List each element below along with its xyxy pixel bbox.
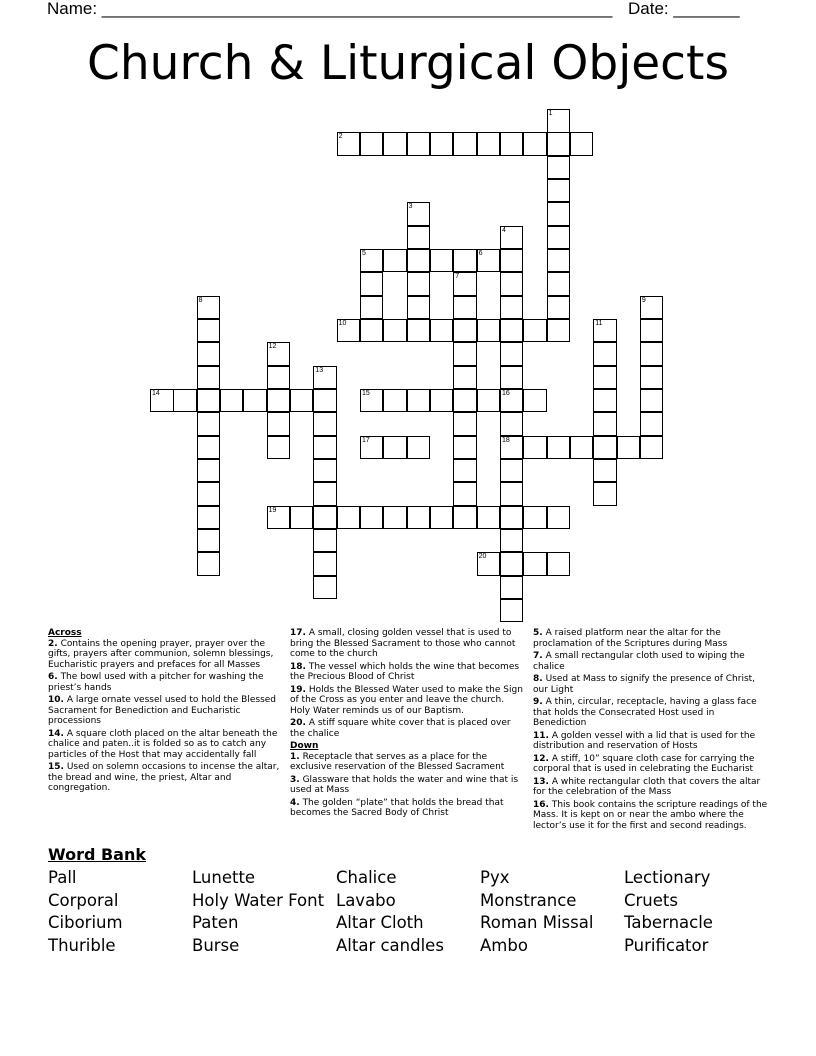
crossword-cell[interactable] — [267, 412, 291, 436]
page-title: Church & Liturgical Objects — [87, 36, 729, 91]
crossword-cell[interactable] — [500, 366, 524, 390]
crossword-cell[interactable] — [640, 319, 664, 343]
crossword-cell[interactable] — [313, 552, 337, 576]
name-field[interactable]: Name: ______________________________________________________ — [47, 0, 613, 18]
crossword-cell[interactable] — [477, 389, 501, 413]
crossword-cell[interactable] — [197, 319, 221, 343]
word-bank-item: Ciborium — [48, 913, 123, 933]
crossword-cell[interactable] — [360, 506, 384, 530]
crossword-cell[interactable] — [360, 272, 384, 296]
clue-down-11: 11. A golden vessel with a lid that is used for the distribution and reservation of Hosts — [533, 730, 756, 751]
crossword-cell[interactable] — [407, 226, 431, 250]
word-bank-item: Lavabo — [336, 890, 396, 910]
word-bank-column-1 — [48, 867, 123, 958]
crossword-cell[interactable] — [640, 412, 664, 436]
crossword-cell[interactable] — [547, 319, 571, 343]
crossword-cell[interactable] — [197, 506, 221, 530]
crossword-cell[interactable] — [477, 319, 501, 343]
crossword-cell[interactable] — [197, 529, 221, 553]
crossword-cell[interactable] — [500, 249, 524, 273]
crossword-cell[interactable] — [593, 482, 617, 506]
crossword-cell[interactable] — [453, 319, 477, 343]
clue-number: 11 — [595, 319, 603, 327]
crossword-cell[interactable] — [383, 389, 407, 413]
crossword-cell[interactable] — [243, 389, 267, 413]
clue-number: 7 — [455, 273, 460, 281]
clue-number: 13 — [315, 366, 324, 374]
clue-across-6: 6. The bowl used with a pitcher for washing the priest’s hands — [48, 672, 264, 693]
crossword-cell[interactable] — [383, 249, 407, 273]
crossword-cell[interactable] — [500, 412, 524, 436]
crossword-cell[interactable] — [477, 132, 501, 156]
crossword-cell[interactable] — [313, 529, 337, 553]
crossword-cell[interactable] — [500, 319, 524, 343]
word-bank-column-5 — [624, 867, 713, 958]
clue-number: 8 — [198, 296, 203, 304]
word-bank-item: Thurible — [48, 936, 116, 956]
clue-number: 15 — [361, 389, 370, 397]
word-bank-item: Paten — [192, 913, 239, 933]
clue-across-2: 2. Contains the opening prayer, prayer over the gifts, prayers after communion, solemn blessings, Eucharistic prayers and prefaces for all Masses — [48, 638, 274, 670]
crossword-cell[interactable] — [640, 366, 664, 390]
crossword-cell[interactable] — [197, 436, 221, 460]
crossword-cell[interactable] — [407, 249, 431, 273]
crossword-cell[interactable] — [547, 272, 571, 296]
crossword-cell[interactable] — [313, 412, 337, 436]
crossword-cell[interactable] — [593, 389, 617, 413]
clues-column-1 — [48, 628, 284, 796]
word-bank-item: Altar Cloth — [336, 913, 424, 933]
crossword-cell[interactable] — [500, 459, 524, 483]
crossword-cell[interactable] — [453, 249, 477, 273]
crossword-cell[interactable] — [617, 436, 641, 460]
clue-number: 2 — [338, 133, 343, 141]
crossword-cell[interactable] — [313, 436, 337, 460]
crossword-cell[interactable] — [173, 389, 197, 413]
clue-across-17: 17. A small, closing golden vessel that is used to bring the Blessed Sacrament to those who cannot come to the church — [290, 628, 516, 659]
clue-number: 17 — [361, 436, 370, 444]
crossword-cell[interactable] — [430, 319, 454, 343]
across-heading: Across — [48, 628, 82, 638]
crossword-cell[interactable] — [593, 412, 617, 436]
crossword-cell[interactable] — [407, 296, 431, 320]
date-field[interactable]: Date: _______ — [628, 0, 740, 18]
crossword-cell[interactable] — [500, 529, 524, 553]
clue-down-8: 8. Used at Mass to signify the presence of Christ, our Light — [533, 674, 756, 695]
word-bank-item: Lectionary — [624, 868, 711, 887]
clue-across-20: 20. A stiff square white cover that is placed over the chalice — [290, 718, 511, 739]
crossword-cell[interactable] — [453, 506, 477, 530]
crossword-cell[interactable] — [500, 342, 524, 366]
clue-number: 16 — [501, 389, 510, 397]
crossword-cell[interactable] — [523, 506, 547, 530]
crossword-cell[interactable] — [547, 202, 571, 226]
clue-across-19: 19. Holds the Blessed Water used to make the Sign of the Cross as you enter and leave the church. Holy Water reminds us of our Baptism. — [290, 684, 523, 716]
crossword-cell[interactable] — [500, 576, 524, 600]
clues-column-2 — [290, 628, 526, 821]
word-bank-item: Ambo — [480, 936, 528, 956]
word-bank-item: Burse — [192, 936, 240, 956]
crossword-cell[interactable] — [640, 436, 664, 460]
word-bank-column-2 — [192, 867, 324, 958]
clue-number: 10 — [338, 319, 347, 327]
crossword-cell[interactable] — [430, 389, 454, 413]
crossword-cell[interactable] — [453, 296, 477, 320]
crossword-cell[interactable] — [500, 272, 524, 296]
crossword-cell[interactable] — [547, 436, 571, 460]
word-bank-item: Cruets — [624, 890, 678, 910]
crossword-cell[interactable] — [430, 132, 454, 156]
crossword-cell[interactable] — [500, 296, 524, 320]
clue-number: 12 — [268, 343, 277, 351]
crossword-cell[interactable] — [430, 249, 454, 273]
crossword-cell[interactable] — [313, 389, 337, 413]
clue-across-14: 14. A square cloth placed on the altar beneath the chalice and paten..it is folded so as to catch any particles of the Host that may accidentally fall — [48, 728, 278, 760]
crossword-cell[interactable] — [547, 156, 571, 180]
word-bank-column-3 — [336, 867, 444, 958]
crossword-cell[interactable] — [267, 389, 291, 413]
clue-number: 3 — [408, 203, 413, 211]
crossword-cell[interactable] — [570, 436, 594, 460]
clue-number: 1 — [548, 110, 553, 117]
down-heading: Down — [290, 741, 319, 751]
word-bank-item: Tabernacle — [624, 913, 713, 933]
clue-number: 4 — [501, 226, 506, 234]
crossword-cell[interactable] — [500, 132, 524, 156]
crossword-cell[interactable] — [593, 366, 617, 390]
crossword-cell[interactable] — [453, 366, 477, 390]
crossword-cell[interactable] — [313, 482, 337, 506]
crossword-cell[interactable] — [547, 296, 571, 320]
crossword-cell[interactable] — [290, 389, 314, 413]
crossword-cell[interactable] — [500, 482, 524, 506]
crossword-cell[interactable] — [547, 226, 571, 250]
crossword-cell[interactable] — [453, 459, 477, 483]
word-bank-item: Roman Missal — [480, 913, 594, 933]
crossword-cell[interactable] — [313, 576, 337, 600]
crossword-cell[interactable] — [407, 272, 431, 296]
crossword-cell[interactable] — [500, 552, 524, 576]
crossword-cell[interactable] — [197, 389, 221, 413]
crossword-cell[interactable] — [383, 436, 407, 460]
crossword-cell[interactable] — [197, 482, 221, 506]
clue-down-5: 5. A raised platform near the altar for the proclamation of the Scriptures during Mass — [533, 628, 728, 649]
crossword-cell[interactable] — [523, 552, 547, 576]
crossword-cell[interactable] — [407, 132, 431, 156]
crossword-cell[interactable] — [453, 482, 477, 506]
clue-down-12: 12. A stiff, 10” square cloth case for carrying the corporal that is used in celebrating the Eucharist — [533, 753, 755, 774]
crossword-cell[interactable] — [523, 389, 547, 413]
crossword-cell[interactable] — [593, 459, 617, 483]
crossword-cell[interactable] — [197, 366, 221, 390]
word-bank-item: Chalice — [336, 868, 397, 887]
clue-number: 20 — [478, 553, 487, 561]
clue-down-4: 4. The golden “plate” that holds the bread that becomes the Sacred Body of Christ — [290, 797, 504, 818]
crossword-cell[interactable] — [360, 132, 384, 156]
crossword-cell[interactable] — [360, 319, 384, 343]
crossword-cell[interactable] — [360, 296, 384, 320]
crossword-cell[interactable] — [547, 179, 571, 203]
crossword-cell[interactable] — [197, 552, 221, 576]
word-bank-item: Monstrance — [480, 890, 577, 910]
clue-across-15: 15. Used on solemn occasions to incense the altar, the bread and wine, the priest, Altar and congregation. — [48, 762, 280, 793]
crossword-cell[interactable] — [383, 132, 407, 156]
crossword-cell[interactable] — [197, 412, 221, 436]
crossword-cell[interactable] — [547, 506, 571, 530]
crossword-cell[interactable] — [523, 319, 547, 343]
crossword-cell[interactable] — [267, 366, 291, 390]
word-bank-item: Corporal — [48, 890, 119, 910]
crossword-cell[interactable] — [640, 342, 664, 366]
crossword-cell[interactable] — [220, 389, 244, 413]
clue-number: 9 — [641, 296, 646, 304]
crossword-cell[interactable] — [197, 459, 221, 483]
word-bank-item: Lunette — [192, 868, 256, 887]
clues-column-3 — [533, 628, 769, 833]
clue-across-18: 18. The vessel which holds the wine that becomes the Precious Blood of Christ — [290, 661, 520, 682]
clue-across-10: 10. A large ornate vessel used to hold the Blessed Sacrament for Benediction and Eucharistic processions — [48, 695, 277, 726]
clue-number: 14 — [152, 389, 160, 397]
crossword-cell[interactable] — [430, 506, 454, 530]
crossword-cell[interactable] — [453, 412, 477, 436]
crossword-cell[interactable] — [453, 132, 477, 156]
clue-number: 5 — [361, 249, 366, 257]
clue-down-1: 1. Receptacle that serves as a place for the exclusive reservation of the Blessed Sacrament — [290, 751, 505, 772]
word-bank-item: Pyx — [480, 868, 510, 887]
clue-down-9: 9. A thin, circular, receptacle, having a glass face that holds the Consecrated Host used in Benediction — [533, 697, 757, 728]
crossword-cell[interactable] — [383, 506, 407, 530]
crossword-cell[interactable] — [337, 506, 361, 530]
crossword-cell[interactable] — [407, 506, 431, 530]
crossword-cell[interactable] — [407, 389, 431, 413]
crossword-cell[interactable] — [407, 436, 431, 460]
crossword-cell[interactable] — [523, 436, 547, 460]
crossword-cell[interactable] — [593, 436, 617, 460]
crossword-cell[interactable] — [593, 342, 617, 366]
crossword-cell[interactable] — [477, 506, 501, 530]
word-bank-column-4 — [480, 867, 593, 958]
word-bank-item: Purificator — [624, 936, 709, 956]
word-bank-heading: Word Bank — [48, 845, 147, 864]
clue-down-7: 7. A small rectangular cloth used to wiping the chalice — [533, 651, 745, 672]
crossword-cell[interactable] — [547, 552, 571, 576]
crossword-cell[interactable] — [313, 506, 337, 530]
clue-number: 18 — [501, 436, 510, 444]
crossword-cell[interactable] — [407, 319, 431, 343]
crossword-cell[interactable] — [523, 132, 547, 156]
clue-down-3: 3. Glassware that holds the water and wine that is used at Mass — [290, 774, 519, 795]
crossword-cell[interactable] — [500, 506, 524, 530]
crossword-cell[interactable] — [197, 342, 221, 366]
clue-down-16: 16. This book contains the scripture readings of the Mass. It is kept on or near the ambo where the lector’s use it for the first and second readings. — [533, 799, 768, 831]
crossword-cell[interactable] — [383, 319, 407, 343]
word-bank-item: Altar candles — [336, 936, 444, 956]
word-bank-item: Holy Water Font — [192, 890, 325, 910]
clue-number: 19 — [268, 506, 277, 514]
crossword-cell[interactable] — [313, 459, 337, 483]
clue-number: 6 — [478, 249, 483, 257]
crossword-cell[interactable] — [547, 132, 571, 156]
crossword-cell[interactable] — [453, 389, 477, 413]
crossword-cell[interactable] — [570, 132, 594, 156]
crossword-cell[interactable] — [267, 436, 291, 460]
crossword-cell[interactable] — [453, 342, 477, 366]
crossword-cell[interactable] — [453, 436, 477, 460]
word-bank-item: Pall — [48, 868, 77, 887]
crossword-cell[interactable] — [500, 599, 524, 623]
crossword-cell[interactable] — [547, 249, 571, 273]
clue-down-13: 13. A white rectangular cloth that covers the altar for the celebration of the Mass — [533, 776, 761, 797]
crossword-cell[interactable] — [290, 506, 314, 530]
crossword-cell[interactable] — [640, 389, 664, 413]
